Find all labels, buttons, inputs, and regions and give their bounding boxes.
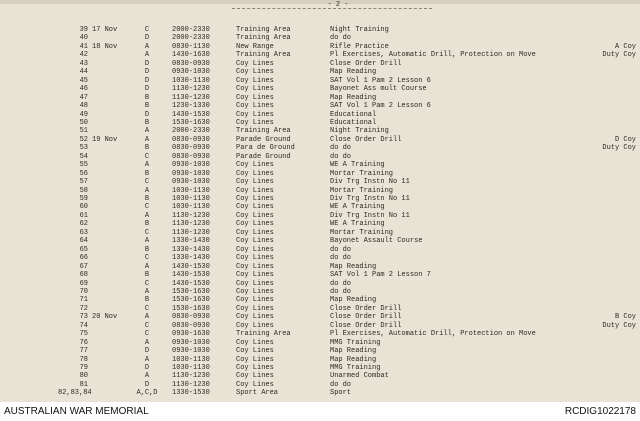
- row-subject: MMG Training: [330, 338, 381, 347]
- row-subject: Map Reading: [330, 93, 377, 102]
- row-coy: D: [144, 110, 150, 119]
- row-number: 64: [79, 237, 88, 246]
- row-subject: do do: [330, 34, 352, 43]
- row-place: Coy Lines: [236, 321, 274, 330]
- schedule-row: [0, 196, 640, 203]
- schedule-row: [0, 112, 640, 119]
- row-subject: Pl Exercises, Automatic Drill, Protection on Move: [330, 330, 536, 339]
- row-time: 1430-1530: [172, 262, 210, 271]
- row-place: Coy Lines: [236, 102, 274, 111]
- archive-footer: [0, 402, 640, 421]
- row-subject: Sport: [330, 389, 352, 398]
- row-subject: Mortar Training: [330, 169, 394, 178]
- row-place: Coy Lines: [236, 220, 274, 229]
- row-place: Coy Lines: [236, 364, 274, 372]
- row-number: 54: [79, 152, 88, 161]
- row-place: Coy Lines: [236, 245, 274, 254]
- schedule-row: [0, 145, 640, 152]
- row-coy: B: [144, 118, 150, 127]
- row-coy: D: [144, 364, 150, 372]
- schedule-row: [0, 204, 640, 211]
- row-coy: C: [144, 203, 150, 212]
- row-subject: WE A Training: [330, 161, 385, 170]
- row-coy: A: [144, 262, 150, 271]
- row-number: 46: [79, 85, 88, 94]
- row-time: 0930-1030: [172, 169, 210, 178]
- row-place: Sport Area: [236, 389, 279, 398]
- row-time: 0930-1030: [172, 338, 210, 347]
- row-number: 71: [79, 296, 88, 305]
- row-place: Coy Lines: [236, 287, 274, 296]
- schedule-row: [0, 179, 640, 186]
- row-number: 75: [79, 330, 88, 339]
- row-subject: do do: [330, 279, 352, 288]
- row-coy: C: [144, 228, 150, 237]
- row-coy: D: [144, 347, 150, 356]
- row-place: Coy Lines: [236, 110, 274, 119]
- row-subject: Pl Exercises, Automatic Drill, Protection on Move: [330, 51, 536, 60]
- row-coy: C: [144, 26, 150, 34]
- row-subject: Educational: [330, 110, 377, 119]
- row-time: 1230-1330: [172, 102, 210, 111]
- schedule-row: [0, 61, 640, 68]
- row-time: 0830-0930: [172, 152, 210, 161]
- schedule-row: [0, 154, 640, 161]
- row-place: Training Area: [236, 34, 291, 43]
- row-time: 1130-1230: [172, 93, 210, 102]
- row-number: 56: [79, 169, 88, 178]
- row-time: 1530-1630: [172, 304, 210, 313]
- row-coy: B: [144, 169, 150, 178]
- row-place: Coy Lines: [236, 304, 274, 313]
- row-place: Coy Lines: [236, 85, 274, 94]
- row-number: 62: [79, 220, 88, 229]
- schedule-row: [0, 289, 640, 296]
- row-subject: Div Trg Instn No 11: [330, 178, 410, 187]
- schedule-row: [0, 323, 640, 330]
- row-number: 69: [79, 279, 88, 288]
- row-time: 2000-2330: [172, 26, 210, 34]
- row-date: 17 Nov: [92, 26, 118, 34]
- schedule-row: [0, 103, 640, 110]
- row-place: Coy Lines: [236, 347, 274, 356]
- row-time: 1130-1230: [172, 380, 210, 389]
- row-place: Coy Lines: [236, 178, 274, 187]
- row-time: 1330-1430: [172, 245, 210, 254]
- row-time: 1030-1130: [172, 364, 210, 372]
- row-place: Coy Lines: [236, 279, 274, 288]
- row-subject: SAT Vol 1 Pam 2 Lesson 6: [330, 102, 431, 111]
- row-coy: D: [144, 380, 150, 389]
- row-number: 76: [79, 338, 88, 347]
- row-place: Coy Lines: [236, 355, 274, 364]
- schedule-row: [0, 78, 640, 85]
- row-place: Training Area: [236, 26, 291, 34]
- row-subject: Close Order Drill: [330, 59, 402, 68]
- row-number: 77: [79, 347, 88, 356]
- row-number: 68: [79, 271, 88, 280]
- row-coy: B: [144, 220, 150, 229]
- row-coy: D: [144, 68, 150, 77]
- schedule-row: [0, 162, 640, 169]
- row-coy: A: [144, 338, 150, 347]
- schedule-row: [0, 35, 640, 42]
- row-subject: Rifle Practice: [330, 42, 389, 51]
- row-coy: B: [144, 144, 150, 153]
- row-number: 49: [79, 110, 88, 119]
- row-date: 20 Nov: [92, 313, 118, 322]
- row-subject: Night Training: [330, 127, 389, 136]
- row-time: 2000-2330: [172, 127, 210, 136]
- schedule-row: [0, 331, 640, 338]
- page-marker-row: [0, 2, 640, 9]
- row-number: 52: [79, 135, 88, 144]
- schedule-row: [0, 255, 640, 262]
- row-number: 67: [79, 262, 88, 271]
- row-coy: A: [144, 127, 150, 136]
- row-time: 1130-1230: [172, 85, 210, 94]
- row-time: 1430-1530: [172, 279, 210, 288]
- schedule-row: [0, 306, 640, 313]
- schedule-row: [0, 314, 640, 321]
- schedule-row: [0, 348, 640, 355]
- row-coy: A: [144, 287, 150, 296]
- row-subject: do do: [330, 144, 352, 153]
- schedule-row: [0, 247, 640, 254]
- row-number: 39: [79, 26, 88, 34]
- schedule-row: [0, 221, 640, 228]
- row-subject: Bayonet Ass mult Course: [330, 85, 427, 94]
- row-time: 1130-1230: [172, 228, 210, 237]
- row-number: 43: [79, 59, 88, 68]
- schedule-row: [0, 340, 640, 347]
- row-number: 51: [79, 127, 88, 136]
- row-time: 1330-1530: [172, 389, 210, 398]
- row-coy: A: [144, 161, 150, 170]
- row-remarks: Duty Coy: [602, 144, 636, 153]
- row-time: 1330-1430: [172, 237, 210, 246]
- row-place: Para de Ground: [236, 144, 295, 153]
- row-subject: MMG Training: [330, 364, 381, 372]
- schedule-row: [0, 213, 640, 220]
- row-number: 73: [79, 313, 88, 322]
- schedule-row: [0, 373, 640, 380]
- row-number: 58: [79, 186, 88, 195]
- row-number: 57: [79, 178, 88, 187]
- row-time: 0830-0930: [172, 313, 210, 322]
- row-date: 19 Nov: [92, 135, 118, 144]
- schedule-row: [0, 281, 640, 288]
- schedule-row: [0, 128, 640, 135]
- row-number: 41: [79, 42, 88, 51]
- row-number: 78: [79, 355, 88, 364]
- row-place: Coy Lines: [236, 195, 274, 203]
- row-number: 65: [79, 245, 88, 254]
- row-coy: B: [144, 195, 150, 203]
- row-subject: Close Order Drill: [330, 321, 402, 330]
- page-marker: - 2 -: [327, 1, 349, 9]
- row-number: 40: [79, 34, 88, 43]
- row-number: 61: [79, 211, 88, 220]
- row-coy: D: [144, 85, 150, 94]
- row-number: 59: [79, 195, 88, 203]
- row-time: 1030-1130: [172, 76, 210, 85]
- row-time: 1530-1630: [172, 118, 210, 127]
- row-subject: Map Reading: [330, 262, 377, 271]
- row-number: 55: [79, 161, 88, 170]
- schedule-row: [0, 52, 640, 59]
- row-time: 0930-1030: [172, 68, 210, 77]
- schedule-row: [0, 297, 640, 304]
- schedule-row: [0, 27, 640, 34]
- row-subject: Map Reading: [330, 68, 377, 77]
- row-subject: Night Training: [330, 26, 389, 34]
- row-subject: Div Trg Instn No 11: [330, 211, 410, 220]
- schedule-row: [0, 86, 640, 93]
- row-coy: B: [144, 93, 150, 102]
- schedule-row: [0, 69, 640, 76]
- row-time: 0830-0930: [172, 321, 210, 330]
- row-place: Coy Lines: [236, 313, 274, 322]
- row-subject: do do: [330, 380, 352, 389]
- row-coy: A: [144, 186, 150, 195]
- row-subject: Div Trg Instn No 11: [330, 195, 410, 203]
- row-coy: A: [144, 237, 150, 246]
- row-place: Coy Lines: [236, 161, 274, 170]
- row-number: 70: [79, 287, 88, 296]
- row-coy: A: [144, 135, 150, 144]
- row-time: 2000-2330: [172, 34, 210, 43]
- schedule-row: [0, 95, 640, 102]
- row-time: 0830-0930: [172, 135, 210, 144]
- row-subject: Bayonet Assault Course: [330, 237, 423, 246]
- row-coy: A,C,D: [136, 389, 158, 398]
- schedule-row: [0, 365, 640, 372]
- schedule-row: [0, 238, 640, 245]
- row-number: 42: [79, 51, 88, 60]
- row-time: 1530-1630: [172, 287, 210, 296]
- row-place: Training Area: [236, 330, 291, 339]
- row-subject: SAT Vol 1 Pam 2 Lesson 6: [330, 76, 431, 85]
- row-coy: A: [144, 355, 150, 364]
- row-subject: Close Order Drill: [330, 304, 402, 313]
- row-time: 1430-1530: [172, 271, 210, 280]
- schedule-row: [0, 390, 640, 397]
- schedule-row: [0, 272, 640, 279]
- row-subject: do do: [330, 152, 352, 161]
- schedule-row: [0, 264, 640, 271]
- row-place: Coy Lines: [236, 262, 274, 271]
- row-place: Training Area: [236, 127, 291, 136]
- row-coy: C: [144, 330, 150, 339]
- row-subject: WE A Training: [330, 203, 385, 212]
- row-time: 1130-1230: [172, 220, 210, 229]
- footer-source: AUSTRALIAN WAR MEMORIAL: [4, 406, 149, 417]
- row-number: 50: [79, 118, 88, 127]
- row-place: Coy Lines: [236, 372, 274, 381]
- row-time: 1530-1630: [172, 296, 210, 305]
- row-coy: B: [144, 296, 150, 305]
- row-coy: C: [144, 254, 150, 263]
- row-place: New Range: [236, 42, 274, 51]
- row-subject: WE A Training: [330, 220, 385, 229]
- row-remarks: B Coy: [614, 313, 636, 322]
- row-remarks: Duty Coy: [602, 321, 636, 330]
- row-place: Coy Lines: [236, 271, 274, 280]
- row-time: 1430-1630: [172, 51, 210, 60]
- row-coy: A: [144, 372, 150, 381]
- row-place: Coy Lines: [236, 211, 274, 220]
- row-subject: Educational: [330, 118, 377, 127]
- row-subject: Map Reading: [330, 296, 377, 305]
- row-remarks: A Coy: [614, 42, 636, 51]
- row-place: Parade Ground: [236, 135, 291, 144]
- row-number: 74: [79, 321, 88, 330]
- row-time: 0830-0930: [172, 144, 210, 153]
- schedule-row: [0, 357, 640, 364]
- row-number: 45: [79, 76, 88, 85]
- row-number: 60: [79, 203, 88, 212]
- row-number: 81: [79, 380, 88, 389]
- row-subject: Map Reading: [330, 355, 377, 364]
- row-place: Coy Lines: [236, 76, 274, 85]
- row-number: 53: [79, 144, 88, 153]
- row-time: 1130-1230: [172, 211, 210, 220]
- row-coy: C: [144, 321, 150, 330]
- row-time: 1030-1130: [172, 355, 210, 364]
- row-coy: D: [144, 59, 150, 68]
- schedule-row: [0, 230, 640, 237]
- row-coy: B: [144, 102, 150, 111]
- row-time: 0930-1030: [172, 178, 210, 187]
- row-remarks: Duty Coy: [602, 51, 636, 60]
- row-remarks: D Coy: [614, 135, 636, 144]
- row-subject: Mortar Training: [330, 228, 394, 237]
- row-coy: D: [144, 76, 150, 85]
- row-place: Coy Lines: [236, 186, 274, 195]
- row-number: 79: [79, 364, 88, 372]
- row-coy: A: [144, 313, 150, 322]
- row-place: Coy Lines: [236, 59, 274, 68]
- row-number: 80: [79, 372, 88, 381]
- row-coy: C: [144, 279, 150, 288]
- row-time: 1030-1130: [172, 203, 210, 212]
- row-place: Coy Lines: [236, 380, 274, 389]
- schedule-row: [0, 137, 640, 144]
- schedule-row: [0, 44, 640, 51]
- row-place: Coy Lines: [236, 203, 274, 212]
- row-place: Coy Lines: [236, 228, 274, 237]
- row-subject: Close Order Drill: [330, 313, 402, 322]
- schedule-row: [0, 120, 640, 127]
- row-number: 48: [79, 102, 88, 111]
- row-time: 1030-1130: [172, 195, 210, 203]
- row-subject: SAT Vol 1 Pam 2 Lesson 7: [330, 271, 431, 280]
- row-coy: C: [144, 304, 150, 313]
- row-number: 66: [79, 254, 88, 263]
- row-coy: B: [144, 245, 150, 254]
- row-place: Coy Lines: [236, 237, 274, 246]
- row-time: 0830-1130: [172, 42, 210, 51]
- footer-reference: RCDIG1022178: [564, 406, 636, 417]
- row-subject: Close Order Drill: [330, 135, 402, 144]
- row-number: 47: [79, 93, 88, 102]
- row-number: 44: [79, 68, 88, 77]
- schedule-row: [0, 171, 640, 178]
- row-coy: A: [144, 211, 150, 220]
- row-place: Parade Ground: [236, 152, 291, 161]
- row-place: Coy Lines: [236, 296, 274, 305]
- row-coy: B: [144, 271, 150, 280]
- row-subject: do do: [330, 245, 352, 254]
- row-time: 0930-1030: [172, 347, 210, 356]
- row-place: Coy Lines: [236, 68, 274, 77]
- row-number: 82,83,84: [58, 389, 92, 398]
- row-subject: Mortar Training: [330, 186, 394, 195]
- row-coy: C: [144, 152, 150, 161]
- row-place: Coy Lines: [236, 338, 274, 347]
- row-coy: C: [144, 178, 150, 187]
- row-subject: Unarmed Combat: [330, 372, 389, 381]
- row-time: 0830-0930: [172, 59, 210, 68]
- row-coy: A: [144, 42, 150, 51]
- row-time: 0930-1630: [172, 330, 210, 339]
- row-time: 1330-1430: [172, 254, 210, 263]
- row-place: Coy Lines: [236, 254, 274, 263]
- row-place: Training Area: [236, 51, 291, 60]
- row-subject: do do: [330, 254, 352, 263]
- row-number: 72: [79, 304, 88, 313]
- row-time: 1130-1230: [172, 372, 210, 381]
- row-date: 18 Nov: [92, 42, 118, 51]
- row-coy: D: [144, 34, 150, 43]
- row-place: Coy Lines: [236, 118, 274, 127]
- row-time: 1030-1130: [172, 186, 210, 195]
- schedule-row: [0, 382, 640, 389]
- row-coy: A: [144, 51, 150, 60]
- schedule-row: [0, 188, 640, 195]
- row-place: Coy Lines: [236, 169, 274, 178]
- row-number: 63: [79, 228, 88, 237]
- row-time: 1430-1530: [172, 110, 210, 119]
- row-time: 0930-1030: [172, 161, 210, 170]
- row-subject: Map Reading: [330, 347, 377, 356]
- row-place: Coy Lines: [236, 93, 274, 102]
- row-subject: do do: [330, 287, 352, 296]
